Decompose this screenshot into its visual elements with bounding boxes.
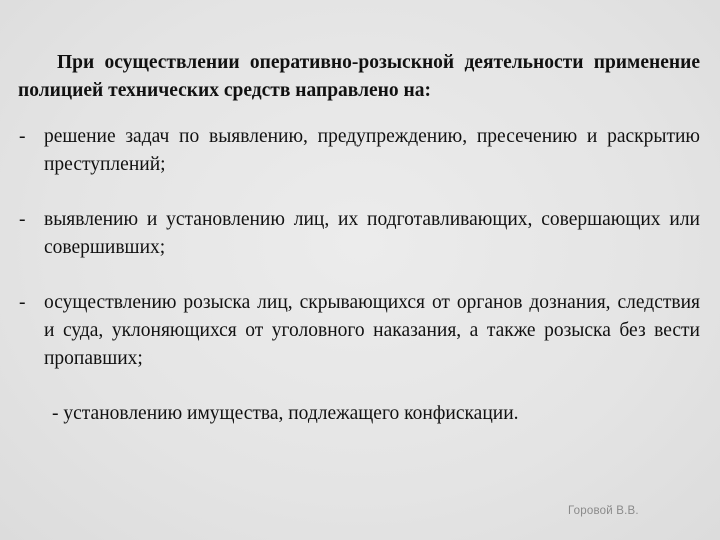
intro-paragraph: При осуществлении оперативно-розыскной деятельности применение полицией технических средств направлено на: bbox=[18, 52, 700, 101]
author-footer: Горовой В.В. bbox=[568, 505, 639, 517]
list-item bbox=[18, 289, 700, 373]
list-item bbox=[18, 206, 700, 262]
slide-content bbox=[18, 49, 700, 428]
dash-marker: - bbox=[19, 126, 26, 147]
last-list-item: - установлению имущества, подлежащего конфискации. bbox=[52, 403, 519, 424]
dash-marker: - bbox=[19, 209, 26, 230]
dash-marker: - bbox=[19, 292, 26, 313]
list-item-text: выявлению и установлению лиц, их подготавливающих, совершающих или совершивших; bbox=[44, 209, 700, 258]
list-item-text: осуществлению розыска лиц, скрывающихся от органов дознания, следствия и суда, уклоняющихся от уголовного наказания, а также розыска без вести пропавших; bbox=[44, 292, 700, 369]
bullet-list bbox=[18, 123, 700, 373]
list-item-text: решение задач по выявлению, предупреждению, пресечению и раскрытию преступлений; bbox=[44, 126, 700, 175]
list-item bbox=[18, 123, 700, 179]
